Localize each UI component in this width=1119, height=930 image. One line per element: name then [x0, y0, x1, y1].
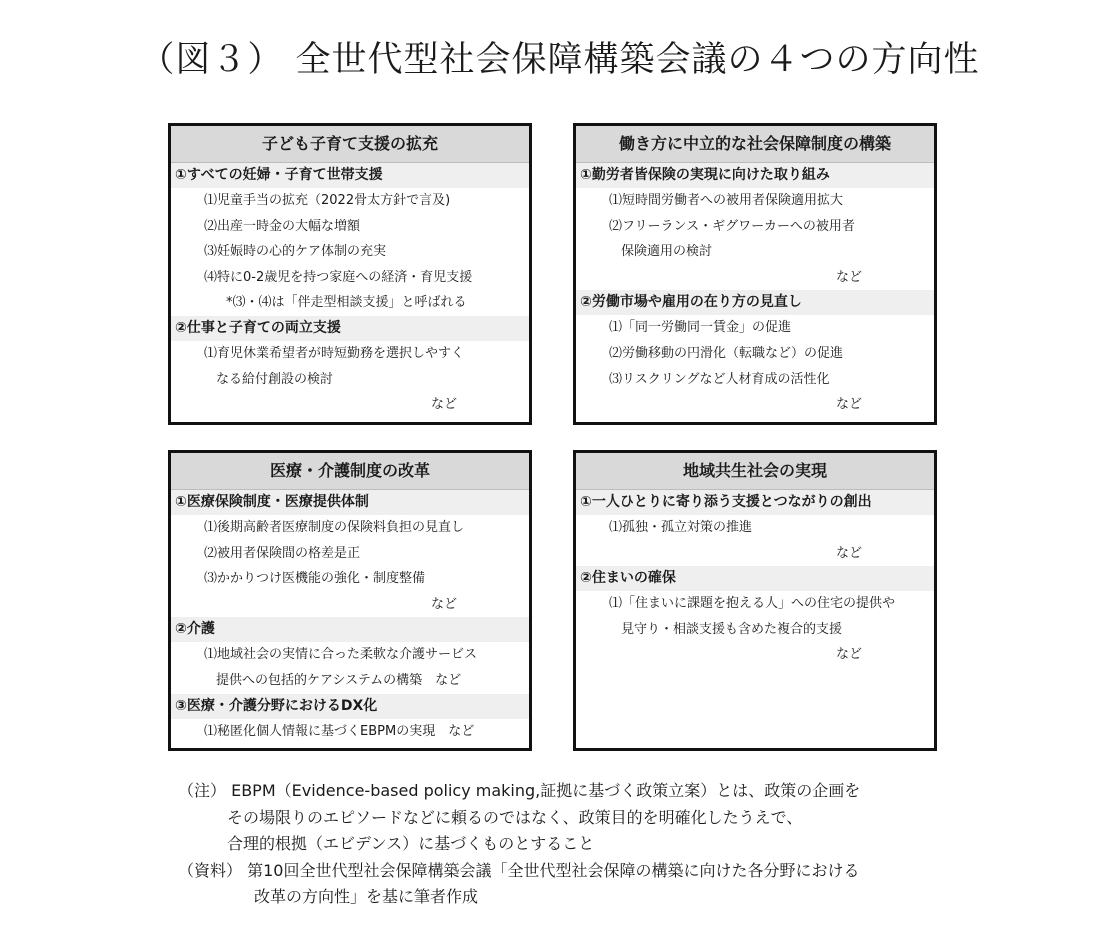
list-note: *⑶・⑷は「伴走型相談支援」と呼ばれる: [226, 295, 467, 311]
list-item: ⑶かかりつけ医機能の強化・制度整備: [204, 571, 426, 587]
source-line: 改革の方向性」を基に筆者作成: [254, 887, 479, 906]
note-line: その場限りのエピソードなどに頼るのではなく、政策目的を明確化したうえで、: [227, 807, 803, 827]
list-item: ⑴秘匿化個人情報に基づくEBPMの実現 など: [204, 723, 475, 739]
list-item: ⑴地域社会の実情に合った柔軟な介護サービス: [204, 647, 478, 663]
list-item: ⑴短時間労働者への被用者保険適用拡大: [609, 193, 844, 208]
note-line: （注） EBPM（Evidence-based policy making,証拠に基づく政策立案）とは、政策の企画を: [178, 781, 861, 800]
etc-label: など: [836, 269, 863, 285]
section-heading: ②仕事と子育ての両立支援: [171, 316, 529, 341]
list-item: ⑶リスクリングなど人材育成の活性化: [609, 371, 830, 387]
list-item: ⑴「同一労働同一賃金」の促進: [609, 320, 792, 336]
list-item: ⑴育児休業希望者が時短勤務を選択しやすく: [204, 345, 465, 361]
list-item: ⑴孤独・孤立対策の推進: [609, 520, 753, 535]
list-item: ⑴児童手当の拡充（2022骨太方針で言及): [204, 193, 451, 208]
list-item: ⑵労働移動の円滑化（転職など）の促進: [609, 345, 844, 361]
box-title: 医療・介護制度の改革: [171, 453, 529, 490]
list-item-continuation: 見守り・相談支援も含めた複合的支援: [621, 621, 843, 637]
section-heading: ③医療・介護分野におけるDX化: [171, 694, 529, 719]
etc-label: など: [836, 545, 863, 561]
list-item: ⑴「住まいに課題を抱える人」への住宅の提供や: [609, 596, 896, 612]
section-heading: ②住まいの確保: [576, 566, 934, 591]
figure-title: （図３） 全世代型社会保障構築会議の４つの方向性: [139, 40, 980, 80]
list-item: ⑶妊娠時の心的ケア体制の充実: [204, 244, 387, 260]
box-title: 働き方に中立的な社会保障制度の構築: [576, 126, 934, 163]
section-heading: ①一人ひとりに寄り添う支援とつながりの創出: [576, 490, 934, 515]
box-title: 地域共生社会の実現: [576, 453, 934, 490]
list-item: ⑷特に0-2歳児を持つ家庭への経済・育児支援: [204, 269, 473, 285]
box-title: 子ども子育て支援の拡充: [171, 126, 529, 163]
list-item: ⑵出産一時金の大幅な増額: [204, 218, 361, 234]
etc-label: など: [431, 596, 458, 612]
etc-label: など: [836, 647, 863, 663]
list-item-continuation: 保険適用の検討: [621, 244, 713, 260]
list-item: ⑴後期高齢者医療制度の保険料負担の見直し: [204, 520, 465, 535]
list-item: ⑵フリーランス・ギグワーカーへの被用者: [609, 218, 855, 234]
etc-label: など: [836, 397, 863, 413]
source-line: （資料） 第10回全世代型社会保障構築会議「全世代型社会保障の構築に向けた各分野における: [178, 860, 860, 880]
section-heading: ①すべての妊婦・子育て世帯支援: [171, 163, 529, 188]
box-community-coexistence: [573, 450, 937, 751]
list-item-continuation: 提供への包括的ケアシステムの構築 など: [216, 672, 462, 688]
etc-label: など: [431, 397, 458, 413]
list-item-continuation: なる給付創設の検討: [216, 371, 334, 387]
section-heading: ②労働市場や雇用の在り方の見直し: [576, 290, 934, 315]
section-heading: ②介護: [171, 617, 529, 642]
section-heading: ①勤労者皆保険の実現に向けた取り組み: [576, 163, 934, 188]
box-child-support: [168, 123, 532, 425]
note-line: 合理的根拠（エビデンス）に基づくものとすること: [227, 834, 595, 853]
footnotes: [178, 778, 860, 911]
section-heading: ①医療保険制度・医療提供体制: [171, 490, 529, 515]
box-work-neutral-social-security: [573, 123, 937, 425]
list-item: ⑵被用者保険間の格差是正: [204, 545, 361, 561]
box-medical-care-reform: [168, 450, 532, 751]
